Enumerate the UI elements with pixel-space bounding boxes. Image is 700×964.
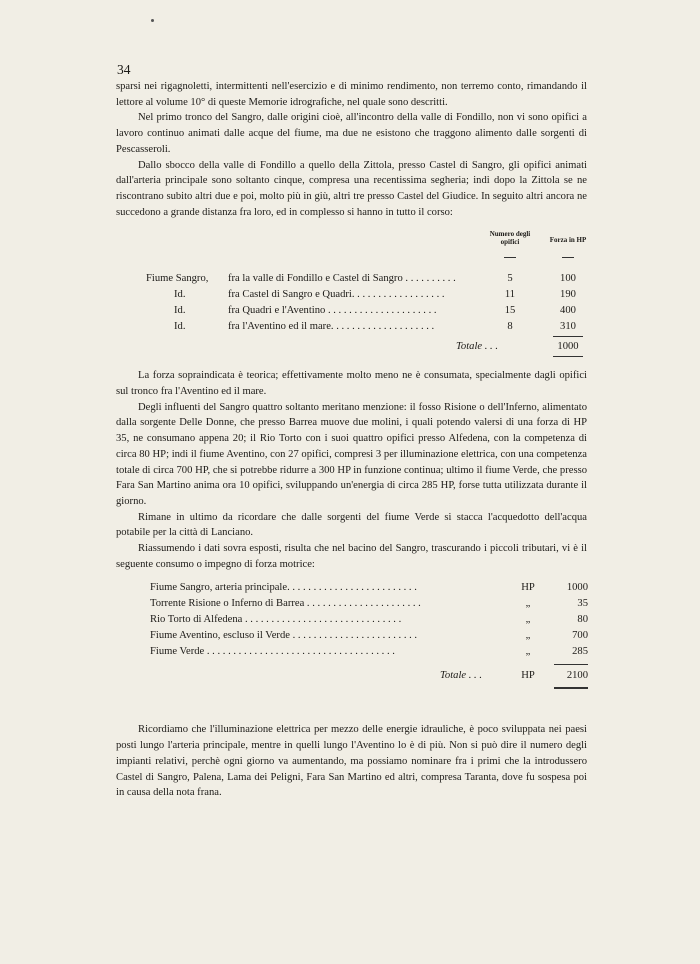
power-hp: 400: [560, 305, 576, 317]
header-rule: [562, 257, 574, 258]
mill-count: 11: [504, 289, 516, 301]
power-hp: 190: [560, 289, 576, 301]
column-header-count: Numero degli opifici: [489, 230, 531, 247]
source-label: Fiume Aventino, escluso il Verde . . . . . . . . . . . . . . . . . . . . . . . .: [150, 630, 418, 642]
page-body: [116, 79, 587, 801]
paragraph: Ricordiamo che l'illuminazione elettrica per mezzo delle energie idrauliche, è poco sviluppata nei paesi posti lungo l'arteria principale, mentre in quelli lungo l'Aventino lo è di più. Non si può dire il numero degli impianti relativi, perchè ogni giorno va aumentando, ma possiamo nominare fra i primi che la introdussero Castel di Sangro, Palena, Lama dei Peligni, Fara San Martino ed altri, compresa Taranta, dove fu sospesa poi in causa della nota frana.: [116, 724, 587, 799]
header-rule: [504, 257, 516, 258]
power-value: 1000: [566, 582, 588, 594]
source-label: Fiume Sangro, arteria principale. . . . . . . . . . . . . . . . . . . . . . . . .: [150, 582, 417, 594]
stretch-description: fra Castel di Sangro e Quadri. . . . . . . . . . . . . . . . . .: [228, 289, 445, 301]
paragraph: La forza sopraindicata è teorica; effettivamente molto meno ne è consumata, specialmente dagli opifici sul tronco fra l'Aventino ed il mare.: [116, 370, 587, 398]
page-number: 34: [117, 62, 131, 77]
paragraph: Degli influenti del Sangro quattro soltanto meritano menzione: il fosso Risione o dell'Inferno, alimentato dalla sorgente Delle Donne, che presso Barrea muove due molini, i quali potendo valersi di una forza di HP 35, ne consumano appena 20; il Rio Torto con i suoi quattro opifici presso Alfedena, con la competenza di circa 80 HP; indi il fiume Aventino, con 27 opifici, compresi 3 per illuminazione elettrica, con una competenza totale di circa 700 HP, che si potrebbe ridurre a 300 HP in funzione continua; ultimo il fiume Verde, che presso Fara San Martino anima ora 10 opifici, sviluppando un'energia di circa 285 HP, forse tutta utilizzata durante il giorno.: [116, 401, 587, 507]
mill-count: 5: [507, 273, 513, 285]
total-rule: [553, 356, 583, 357]
river-name: Id.: [174, 305, 186, 317]
stretch-description: fra Quadri e l'Aventino . . . . . . . . . . . . . . . . . . . . .: [228, 305, 437, 317]
table-row: [116, 628, 587, 644]
sum-rule: [553, 336, 583, 337]
source-label: Fiume Verde . . . . . . . . . . . . . . . . . . . . . . . . . . . . . . . . . . . .: [150, 646, 395, 658]
table-row: [116, 271, 587, 287]
column-header-hp: Forza in HP: [549, 236, 587, 245]
paragraph: Nel primo tronco del Sangro, dalle origini cioè, all'incontro della valle di Fondillo, non vi sono opifici a lavoro continuo animati dalle acque del fiume, ma due ne esistono che traggono alimento dalle sorgenti di Pescasseroli.: [116, 112, 587, 155]
total-rule: [554, 687, 588, 689]
mills-table: [116, 230, 587, 358]
river-name: Id.: [174, 289, 186, 301]
stretch-description: fra l'Aventino ed il mare. . . . . . . . . . . . . . . . . . . .: [228, 321, 435, 333]
power-hp: 100: [560, 273, 576, 285]
river-name: Id.: [174, 321, 186, 333]
power-value: 285: [572, 646, 588, 658]
unit: „: [525, 630, 531, 642]
source-label: Torrente Risione o Inferno di Barrea . . . . . . . . . . . . . . . . . . . . . .: [150, 598, 421, 610]
total-row: [116, 339, 587, 355]
source-label: Rio Torto di Alfedena . . . . . . . . . . . . . . . . . . . . . . . . . . . . . .: [150, 614, 402, 626]
paragraph: Dallo sbocco della valle di Fondillo a quello della Zittola, presso Castel di Sangro, gli opifici animati dall'arteria principale sono soltanto cinque, compresa una recentissima segheria; indi dopo la Zittola se ne riscontrano subito altri due e poi, molto più in giù, altri tre presso Castel del Giudice. In seguito altri ancora ne succedono a grande distanza fra loro, ed in complesso si hanno in tutto il corso:: [116, 159, 587, 218]
power-value: 35: [577, 598, 588, 610]
total-label: Totale . . .: [456, 341, 498, 353]
table-row: [116, 612, 587, 628]
power-hp: 310: [560, 321, 576, 333]
table-row: [116, 644, 587, 660]
total-unit: HP: [521, 670, 535, 682]
total-label: Totale . . .: [440, 670, 482, 682]
mill-count: 8: [507, 321, 513, 333]
stretch-description: fra la valle di Fondillo e Castel di Sangro . . . . . . . . . .: [228, 273, 456, 285]
sum-rule: [554, 664, 588, 665]
table-row: [116, 319, 587, 335]
table-row: [116, 580, 587, 596]
paragraph: Rimane in ultimo da ricordare che dalle sorgenti del fiume Verde si stacca l'acquedotto dell'acqua potabile per la città di Lanciano.: [116, 511, 587, 539]
mill-count: 15: [504, 305, 516, 317]
table-row: [116, 596, 587, 612]
table-row: [116, 287, 587, 303]
table-row: [116, 303, 587, 319]
river-name: Fiume Sangro,: [146, 273, 209, 285]
power-value: 700: [572, 630, 588, 642]
total-row: [116, 668, 587, 684]
paragraph-continuation: sparsi nei rigagnoletti, intermittenti nell'esercizio e di minimo rendimento, non terremo conto, rimandando il lettore al volume 10° di queste Memorie idrografiche, nel quale sono descritti.: [116, 81, 587, 108]
paragraph: Riassumendo i dati sovra esposti, risulta che nel bacino del Sangro, trascurando i piccoli tributari, vi è il seguente consumo o impegno di forza motrice:: [116, 543, 587, 570]
unit: „: [525, 614, 531, 626]
unit: „: [525, 598, 531, 610]
unit: HP: [521, 582, 535, 594]
power-value: 80: [577, 614, 588, 626]
unit: „: [525, 646, 531, 658]
summary-table: [116, 580, 587, 708]
ink-speck: [151, 19, 154, 22]
total-hp: 1000: [557, 341, 579, 353]
total-value: 2100: [566, 670, 588, 682]
